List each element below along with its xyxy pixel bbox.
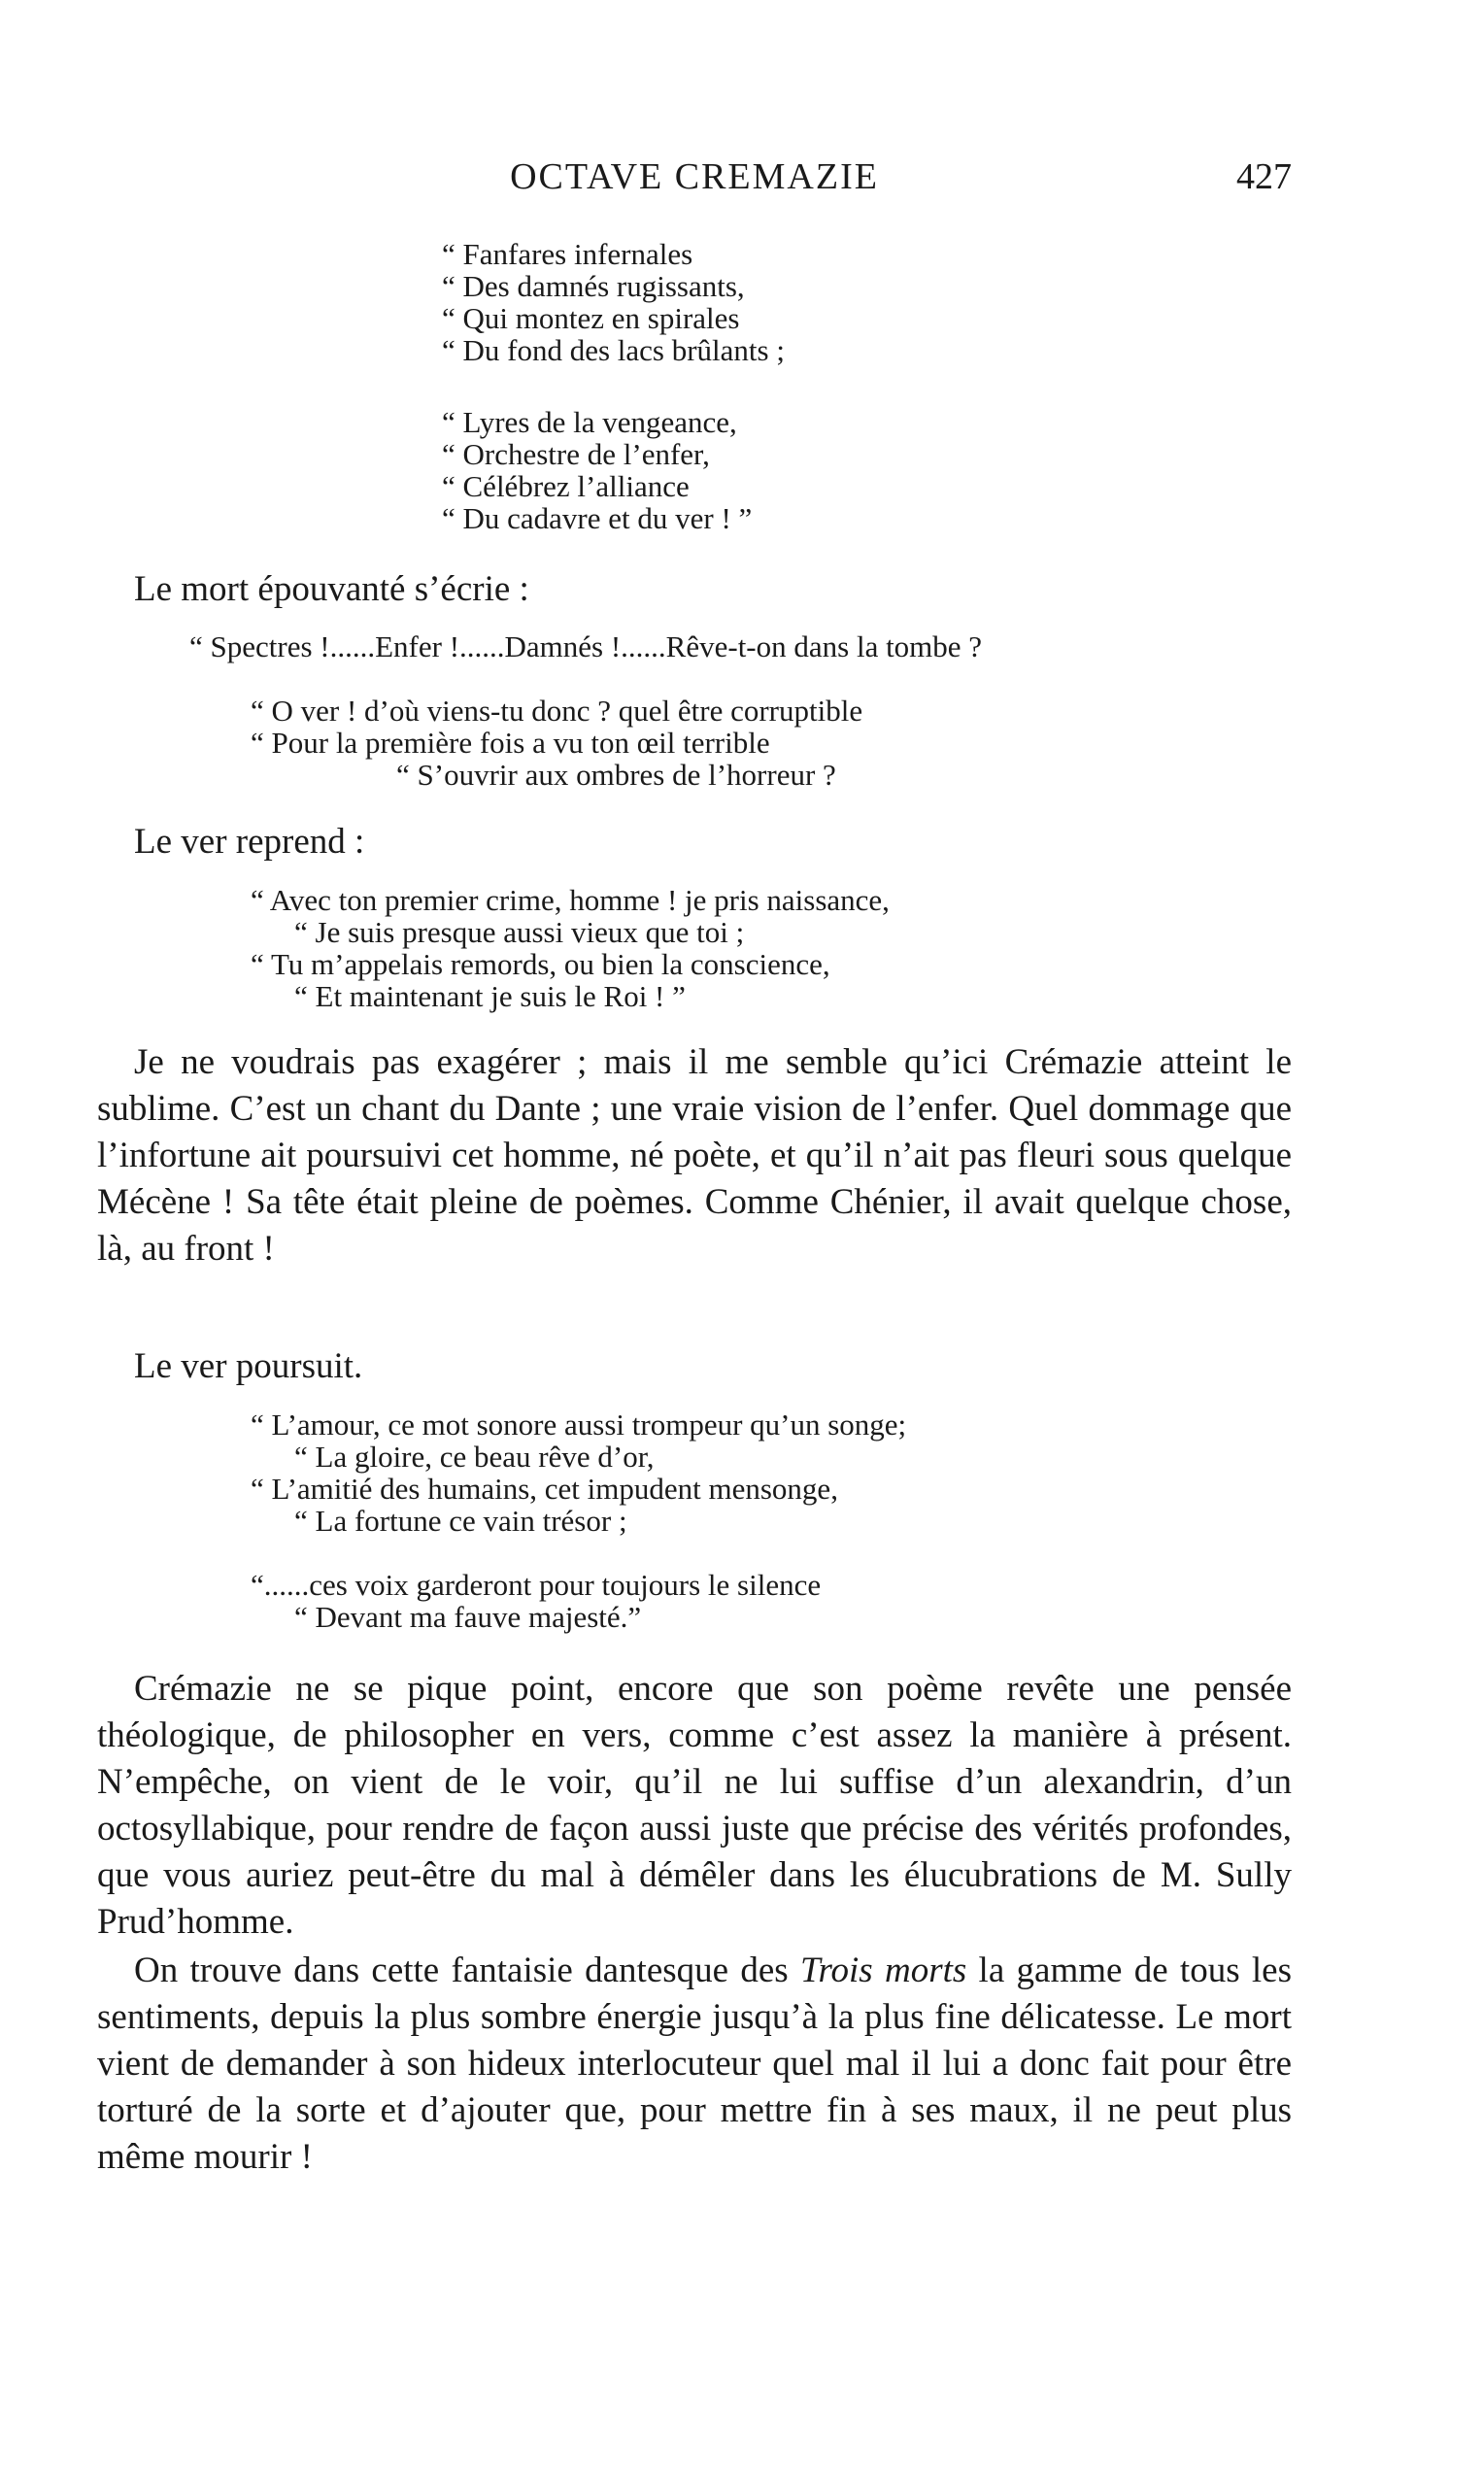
verse-line: “ Qui montez en spirales: [442, 301, 740, 335]
verse-line: “ S’ouvrir aux ombres de l’horreur ?: [396, 758, 836, 792]
verse-line: “ Devant ma fauve majesté.”: [294, 1600, 642, 1634]
text-run: On trouve dans cette fantaisie dantesque des: [134, 1951, 800, 1990]
intro-ver-reprend: Le ver reprend :: [134, 822, 365, 862]
verse-line: “ Orchestre de l’enfer,: [442, 437, 710, 471]
stanza-o-ver: [251, 695, 862, 791]
verse-line: “ L’amour, ce mot sonore aussi trompeur qu’un songe;: [251, 1408, 907, 1442]
stanza-fanfares: [442, 238, 785, 366]
stanza-silence: [251, 1569, 821, 1633]
verse-line: “ Je suis presque aussi vieux que toi ;: [294, 915, 745, 949]
verse-line: “ Avec ton premier crime, homme ! je pris naissance,: [251, 883, 890, 917]
verse-line: “ Du fond des lacs brûlants ;: [442, 333, 785, 367]
verse-line: “ Tu m’appelais remords, ou bien la conscience,: [251, 947, 830, 981]
verse-line: “ O ver ! d’où viens-tu donc ? quel être corruptible: [251, 694, 863, 728]
paragraph-text: Je ne voudrais pas exagérer ; mais il me semble qu’ici Crémazie atteint le sublime. C’est un chant du Dante ; une vraie vision de l’enfer. Quel dommage que l’infortune ait poursuivi cet homme, né poète, et qu’il n’ait pas fleuri sous quelque Mécène ! Sa tête était pleine de poèmes. Comme Chénier, il avait quelque chose, là, au front !: [97, 1042, 1292, 1269]
paragraph-sublime: [97, 1039, 1292, 1272]
verse-line: “ La fortune ce vain trésor ;: [294, 1504, 627, 1538]
work-title: Trois morts: [799, 1951, 967, 1990]
verse-line: “ Des damnés rugissants,: [442, 269, 745, 303]
text-run: la gamme de tous les sentiments, depuis la plus sombre énergie jusqu’à la plus fine délicatesse. Le mort vient de demander à son hideux interlocuteur quel mal il lui a donc fait pour être torturé de la sorte et d’ajouter que, pour mettre fin à ses maux, il ne peut plus même mourir !: [97, 1951, 1292, 2177]
running-title: OCTAVE CREMAZIE: [510, 156, 879, 197]
paragraph-text: [97, 1948, 1292, 2181]
verse-line: “ Du cadavre et du ver ! ”: [442, 501, 753, 535]
verse-spectres: “ Spectres !......Enfer !......Damnés !......Rêve-t-on dans la tombe ?: [189, 629, 983, 663]
paragraph-trois-morts: [97, 1948, 1292, 2181]
stanza-lyres: [442, 406, 752, 534]
verse-line: “ Et maintenant je suis le Roi ! ”: [294, 979, 686, 1013]
verse-line: “ L’amitié des humains, cet impudent mensonge,: [251, 1472, 838, 1506]
paragraph-text: Crémazie ne se pique point, encore que son poème revête une pensée théologique, de philosopher en vers, comme c’est assez la manière à présent. N’empêche, on vient de le voir, qu’il ne lui suffise d’un alexandrin, d’un octosyllabique, pour rendre de façon aussi juste que précise des vérités profondes, que vous auriez peut-être du mal à démêler dans les élucubrations de M. Sully Prud’homme.: [97, 1669, 1292, 1942]
intro-ver-poursuit: Le ver poursuit.: [134, 1346, 363, 1386]
stanza-amour: [251, 1408, 906, 1537]
stanza-avec-ton-crime: [251, 884, 890, 1012]
verse-line: “ Fanfares infernales: [442, 237, 693, 271]
page-header: [97, 155, 1292, 204]
verse-line: “ Lyres de la vengeance,: [442, 405, 737, 439]
intro-mort: Le mort épouvanté s’écrie :: [134, 569, 529, 609]
verse-line: “......ces voix garderont pour toujours le silence: [251, 1568, 822, 1602]
page-number: 427: [1236, 156, 1292, 197]
verse-line: “ Célébrez l’alliance: [442, 469, 690, 503]
paragraph-cremazie: [97, 1666, 1292, 1946]
verse-line: “ Pour la première fois a vu ton œil terrible: [251, 726, 770, 760]
verse-line: “ La gloire, ce beau rêve d’or,: [294, 1440, 655, 1474]
